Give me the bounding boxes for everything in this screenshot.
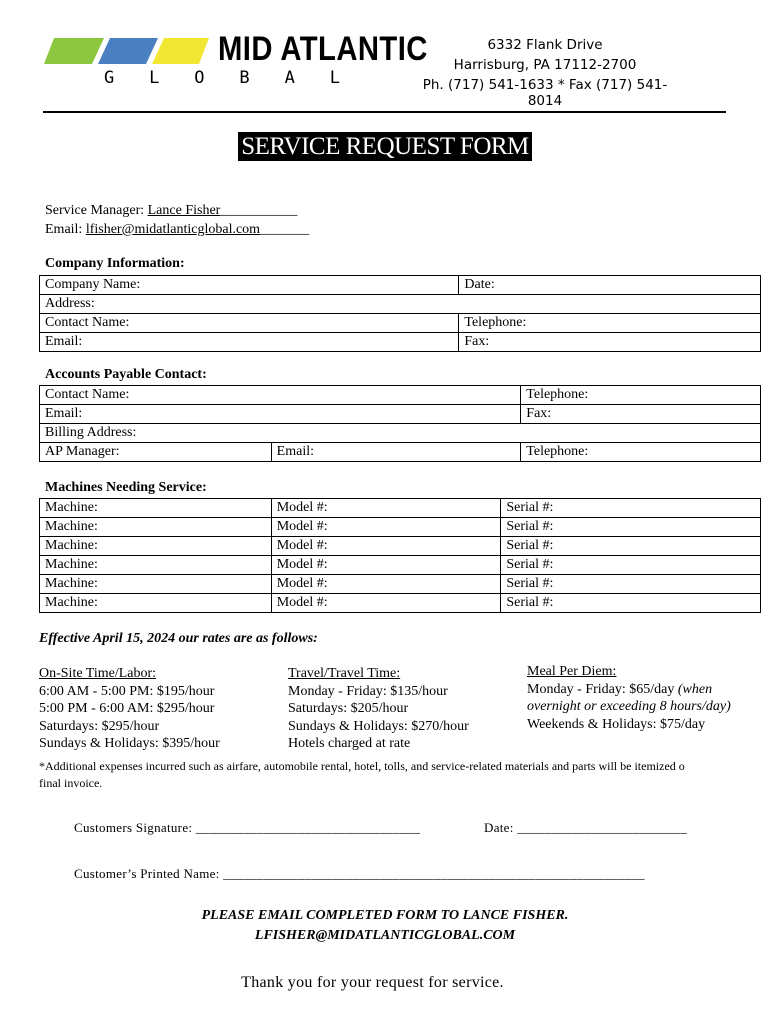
thank-you-message: Thank you for your request for service. (241, 974, 504, 991)
ap-manager-telephone-field[interactable]: Telephone: (521, 443, 761, 462)
machine-row (40, 537, 761, 556)
telephone-field[interactable]: Telephone: (459, 314, 761, 333)
travel-rate-line: Monday - Friday: $135/hour (288, 683, 448, 699)
company-info-heading: Company Information: (45, 256, 185, 271)
machine-row (40, 556, 761, 575)
ap-contact-table (39, 385, 761, 462)
email-instructions: PLEASE EMAIL COMPLETED FORM TO LANCE FISHER. LFISHER@MIDATLANTICGLOBAL.COM (0, 906, 770, 946)
contact-name-field[interactable]: Contact Name: (40, 314, 459, 333)
machine-field[interactable]: Machine: (40, 537, 272, 556)
date-field[interactable]: Date: (459, 276, 761, 295)
company-logo-subtitle: G L O B A L (104, 68, 340, 88)
onsite-rates (39, 665, 220, 753)
meal-rate-line: Monday - Friday: $65/day (when (527, 681, 713, 697)
serial-field[interactable]: Serial #: (501, 537, 761, 556)
model-field[interactable]: Model #: (271, 575, 501, 594)
serial-field[interactable]: Serial #: (501, 594, 761, 613)
serial-field[interactable]: Serial #: (501, 518, 761, 537)
meal-rates-title: Meal Per Diem: (527, 664, 617, 679)
machine-row (40, 499, 761, 518)
travel-rates (288, 665, 469, 753)
ap-contact-telephone-field[interactable]: Telephone: (521, 386, 761, 405)
service-manager-line: Service Manager: Lance Fisher___________ (45, 203, 298, 218)
email-field[interactable]: Email: (40, 333, 459, 352)
ap-contact-heading: Accounts Payable Contact: (45, 367, 207, 382)
meal-rates (527, 663, 731, 733)
company-name-field[interactable]: Company Name: (40, 276, 459, 295)
company-logo-name: MID ATLANTIC (218, 30, 428, 68)
model-field[interactable]: Model #: (271, 537, 501, 556)
customer-signature-field[interactable]: _________________________________ (195, 820, 421, 835)
logo-stripe-blue (98, 38, 158, 64)
onsite-rate-line: 6:00 AM - 5:00 PM: $195/hour (39, 683, 215, 699)
service-manager-name: Lance Fisher (147, 203, 221, 218)
company-info-table (39, 275, 761, 352)
machine-field[interactable]: Machine: (40, 575, 272, 594)
onsite-rate-line: 5:00 PM - 6:00 AM: $295/hour (39, 701, 215, 716)
travel-rates-title: Travel/Travel Time: (288, 666, 401, 681)
machine-field[interactable]: Machine: (40, 499, 272, 518)
address-field[interactable]: Address: (40, 295, 761, 314)
ap-contact-name-field[interactable]: Contact Name: (40, 386, 521, 405)
model-field[interactable]: Model #: (271, 556, 501, 575)
address-street: 6332 Flank Drive (487, 37, 603, 53)
serial-field[interactable]: Serial #: (501, 556, 761, 575)
machine-field[interactable]: Machine: (40, 594, 272, 613)
machine-field[interactable]: Machine: (40, 518, 272, 537)
rates-effective-heading: Effective April 15, 2024 our rates are as follows: (39, 631, 318, 646)
ap-contact-email-field[interactable]: Email: (40, 405, 521, 424)
travel-rate-line: Saturdays: $205/hour (288, 701, 409, 716)
form-title: SERVICE REQUEST FORM (0, 133, 770, 161)
additional-expenses-note: *Additional expenses incurred such as airfare, automobile rental, hotel, tolls, and service-related materials and parts will be itemized o final invoice. (39, 759, 685, 790)
travel-rate-line: Sundays & Holidays: $270/hour (288, 718, 469, 734)
printed-name-line: Customer’s Printed Name: ______________________________________________________________ (74, 866, 645, 881)
meal-rate-line: Weekends & Holidays: $75/day (527, 716, 706, 732)
header-divider (43, 111, 726, 113)
service-manager-email[interactable]: lfisher@midatlanticglobal.com (85, 222, 261, 237)
ap-manager-field[interactable]: AP Manager: (40, 443, 272, 462)
logo-stripe-yellow (152, 38, 209, 64)
machines-table (39, 498, 761, 613)
meal-rate-line: overnight or exceeding 8 hours/day) (527, 699, 731, 714)
fax-field[interactable]: Fax: (459, 333, 761, 352)
machine-field[interactable]: Machine: (40, 556, 272, 575)
address-city: Harrisburg, PA 17112-2700 (453, 57, 637, 73)
machine-row (40, 594, 761, 613)
model-field[interactable]: Model #: (271, 499, 501, 518)
logo-stripe-green (44, 38, 104, 64)
onsite-rate-line: Saturdays: $295/hour (39, 718, 160, 734)
model-field[interactable]: Model #: (271, 518, 501, 537)
company-logo-stripes (44, 38, 209, 64)
billing-address-field[interactable]: Billing Address: (40, 424, 761, 443)
onsite-rates-title: On-Site Time/Labor: (39, 666, 157, 681)
printed-name-field[interactable]: ______________________________________________________________ (223, 866, 645, 881)
serial-field[interactable]: Serial #: (501, 575, 761, 594)
phone-fax: Ph. (717) 541-1633 * Fax (717) 541-8014 (422, 77, 668, 109)
serial-field[interactable]: Serial #: (501, 499, 761, 518)
ap-contact-fax-field[interactable]: Fax: (521, 405, 761, 424)
signature-date-line: Date: _________________________ (484, 820, 688, 835)
machines-heading: Machines Needing Service: (45, 480, 207, 495)
model-field[interactable]: Model #: (271, 594, 501, 613)
email-instructions-address[interactable]: LFISHER@MIDATLANTICGLOBAL.COM (254, 928, 516, 943)
machine-row (40, 575, 761, 594)
signature-date-field[interactable]: _________________________ (517, 820, 688, 835)
customer-signature-line: Customers Signature: _________________________________ (74, 820, 421, 835)
ap-manager-email-field[interactable]: Email: (271, 443, 521, 462)
machine-row (40, 518, 761, 537)
travel-rate-line: Hotels charged at rate (288, 736, 411, 751)
service-manager-email-line: Email: lfisher@midatlanticglobal.com_______ (45, 222, 310, 237)
onsite-rate-line: Sundays & Holidays: $395/hour (39, 736, 220, 751)
